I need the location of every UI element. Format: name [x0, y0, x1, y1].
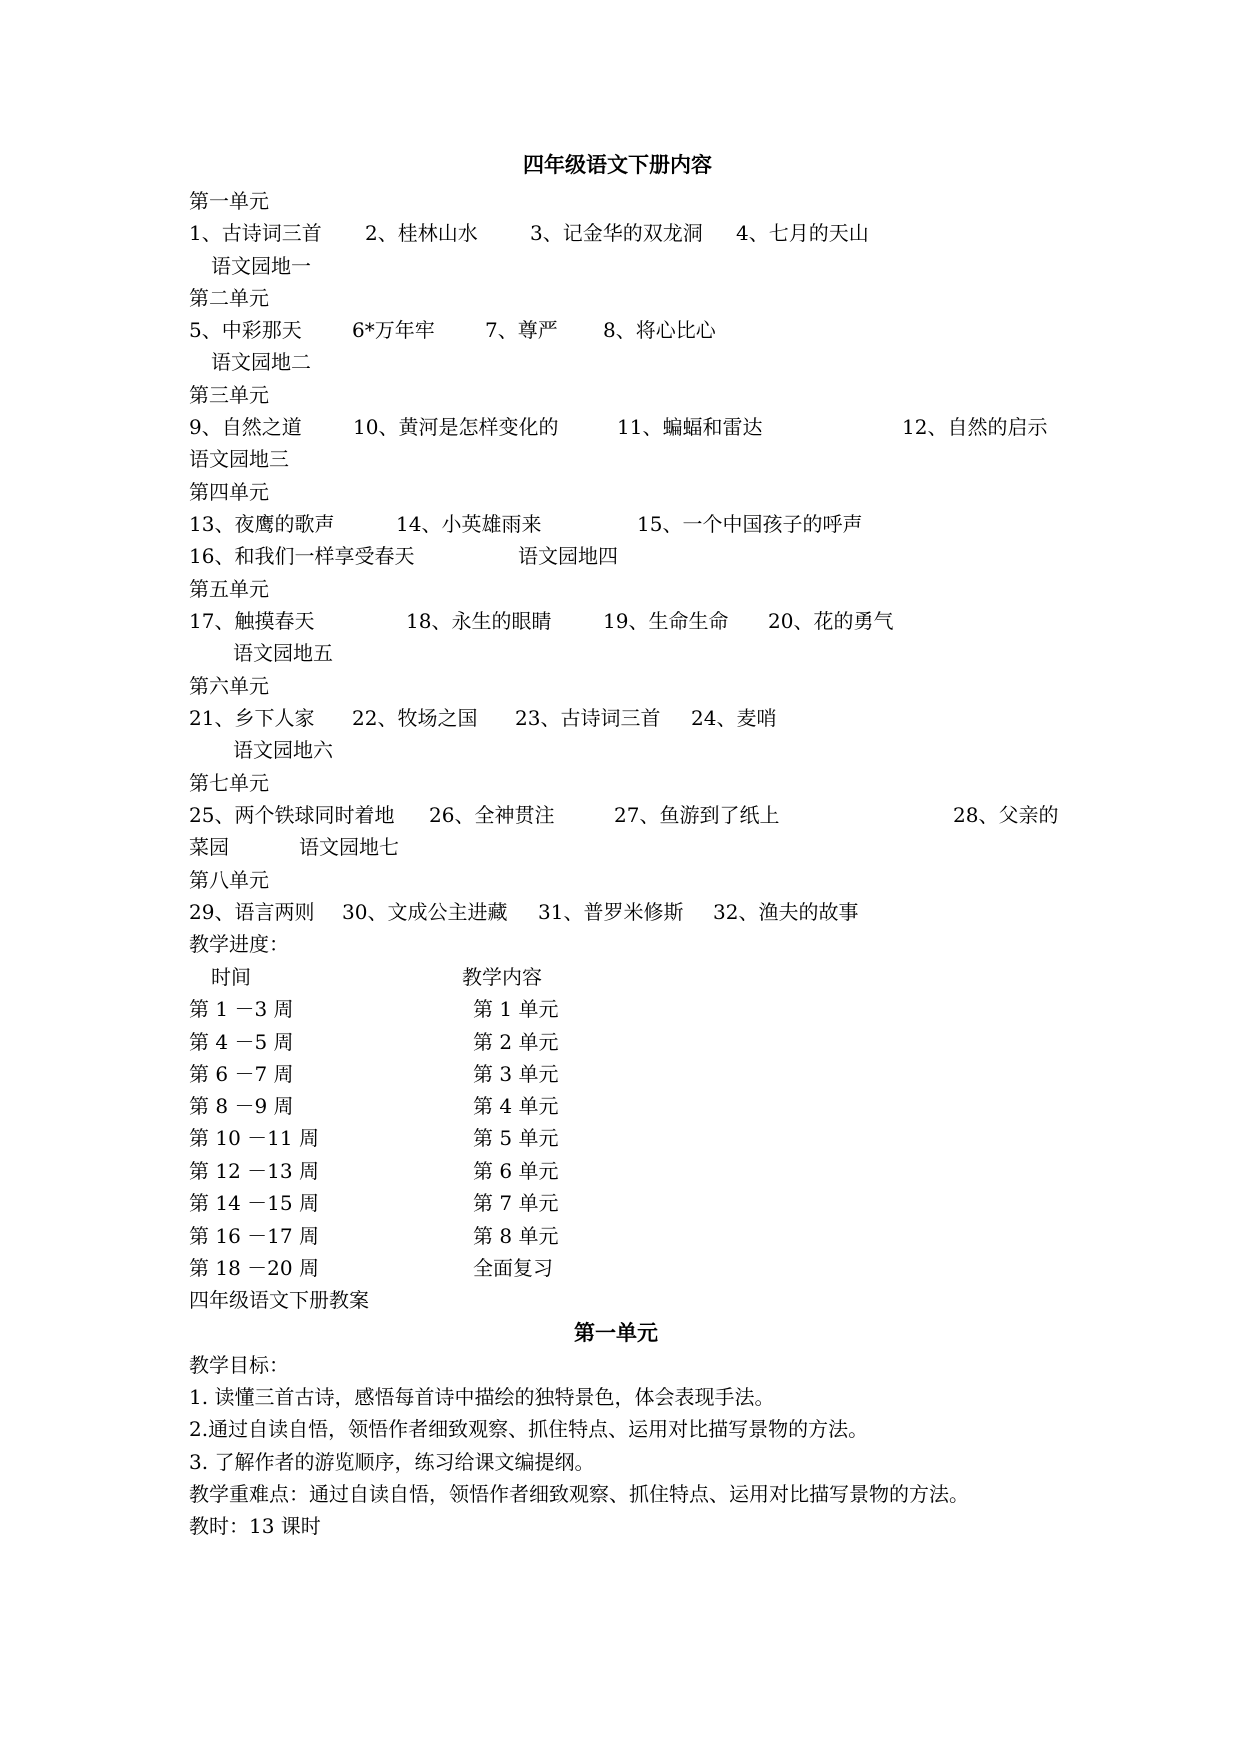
- lesson-item: 15、一个中国孩子的呼声: [637, 512, 863, 536]
- schedule-content: 第 2 单元: [473, 1030, 559, 1054]
- schedule-time: 第 1 －3 周: [189, 997, 294, 1021]
- schedule-content: 第 6 单元: [473, 1159, 559, 1183]
- lesson-item: 1、古诗词三首: [189, 221, 322, 245]
- document-title: 四年级语文下册内容: [523, 152, 712, 177]
- schedule-time: 第 16 －17 周: [189, 1224, 319, 1248]
- unit-label: 第二单元: [189, 286, 269, 310]
- lesson-item: 24、麦哨: [691, 706, 777, 730]
- lesson-item: 18、永生的眼睛: [406, 609, 552, 633]
- language-garden: 语文园地二: [211, 350, 311, 374]
- lesson-item: 14、小英雄雨来: [396, 512, 542, 536]
- schedule-time: 第 18 －20 周: [189, 1256, 319, 1280]
- language-garden: 语文园地七: [299, 835, 399, 859]
- goals-label: 教学目标：: [189, 1353, 289, 1377]
- lesson-item: 17、触摸春天: [189, 609, 315, 633]
- lesson-item: 26、全神贯注: [429, 803, 555, 827]
- lesson-item: 23、古诗词三首: [515, 706, 661, 730]
- lesson-item: 12、自然的启示: [902, 415, 1048, 439]
- lesson-item: 32、渔夫的故事: [713, 900, 859, 924]
- lesson-item: 20、花的勇气: [768, 609, 894, 633]
- schedule-col-content: 教学内容: [462, 965, 542, 989]
- lesson-item: 16、和我们一样享受春天: [189, 544, 415, 568]
- key-points: 教学重难点：通过自读自悟，领悟作者细致观察、抓住特点、运用对比描写景物的方法。: [189, 1482, 969, 1506]
- schedule-time: 第 6 －7 周: [189, 1062, 294, 1086]
- unit-label: 第八单元: [189, 868, 269, 892]
- goal-item: 3. 了解作者的游览顺序，练习给课文编提纲。: [189, 1450, 595, 1474]
- schedule-content: 第 5 单元: [473, 1126, 559, 1150]
- language-garden: 语文园地三: [189, 447, 289, 471]
- teaching-periods: 教时：13 课时: [189, 1514, 321, 1538]
- lesson-item: 22、牧场之国: [352, 706, 478, 730]
- lesson-item: 27、鱼游到了纸上: [614, 803, 780, 827]
- lesson-item: 5、中彩那天: [189, 318, 302, 342]
- unit-label: 第六单元: [189, 674, 269, 698]
- lesson-item: 7、尊严: [485, 318, 558, 342]
- plan-heading: 四年级语文下册教案: [189, 1288, 369, 1312]
- unit-label: 第三单元: [189, 383, 269, 407]
- lesson-item: 6*万年牢: [352, 318, 435, 342]
- schedule-content: 第 1 单元: [473, 997, 559, 1021]
- schedule-content: 第 3 单元: [473, 1062, 559, 1086]
- schedule-time: 第 14 －15 周: [189, 1191, 319, 1215]
- schedule-time: 第 4 －5 周: [189, 1030, 294, 1054]
- schedule-content: 第 7 单元: [473, 1191, 559, 1215]
- lesson-item: 31、普罗米修斯: [538, 900, 684, 924]
- lesson-item: 4、七月的天山: [736, 221, 869, 245]
- lesson-item: 29、语言两则: [189, 900, 315, 924]
- schedule-col-time: 时间: [211, 965, 251, 989]
- schedule-time: 第 12 －13 周: [189, 1159, 319, 1183]
- language-garden: 语文园地六: [233, 738, 333, 762]
- schedule-time: 第 8 －9 周: [189, 1094, 294, 1118]
- language-garden: 语文园地五: [233, 641, 333, 665]
- lesson-item: 3、记金华的双龙洞: [530, 221, 703, 245]
- unit-label: 第一单元: [189, 189, 269, 213]
- lesson-item: 菜园: [189, 835, 229, 859]
- schedule-heading: 教学进度：: [189, 932, 289, 956]
- lesson-item: 10、黄河是怎样变化的: [353, 415, 559, 439]
- schedule-content: 第 4 单元: [473, 1094, 559, 1118]
- lesson-item: 28、父亲的: [953, 803, 1059, 827]
- goal-item: 1. 读懂三首古诗，感悟每首诗中描绘的独特景色，体会表现手法。: [189, 1385, 775, 1409]
- unit-label: 第五单元: [189, 577, 269, 601]
- lesson-item: 19、生命生命: [603, 609, 729, 633]
- goal-item: 2.通过自读自悟，领悟作者细致观察、抓住特点、运用对比描写景物的方法。: [189, 1417, 869, 1441]
- lesson-item: 25、两个铁球同时着地: [189, 803, 395, 827]
- lesson-item: 9、自然之道: [189, 415, 302, 439]
- unit-label: 第七单元: [189, 771, 269, 795]
- lesson-item: 8、将心比心: [603, 318, 716, 342]
- plan-unit-title: 第一单元: [574, 1320, 658, 1345]
- lesson-item: 13、夜鹰的歌声: [189, 512, 335, 536]
- schedule-content: 全面复习: [473, 1256, 553, 1280]
- lesson-item: 11、蝙蝠和雷达: [617, 415, 763, 439]
- language-garden: 语文园地四: [518, 544, 618, 568]
- lesson-item: 30、文成公主进藏: [342, 900, 508, 924]
- unit-label: 第四单元: [189, 480, 269, 504]
- language-garden: 语文园地一: [211, 254, 311, 278]
- lesson-item: 2、桂林山水: [365, 221, 478, 245]
- lesson-item: 21、乡下人家: [189, 706, 315, 730]
- schedule-time: 第 10 －11 周: [189, 1126, 319, 1150]
- schedule-content: 第 8 单元: [473, 1224, 559, 1248]
